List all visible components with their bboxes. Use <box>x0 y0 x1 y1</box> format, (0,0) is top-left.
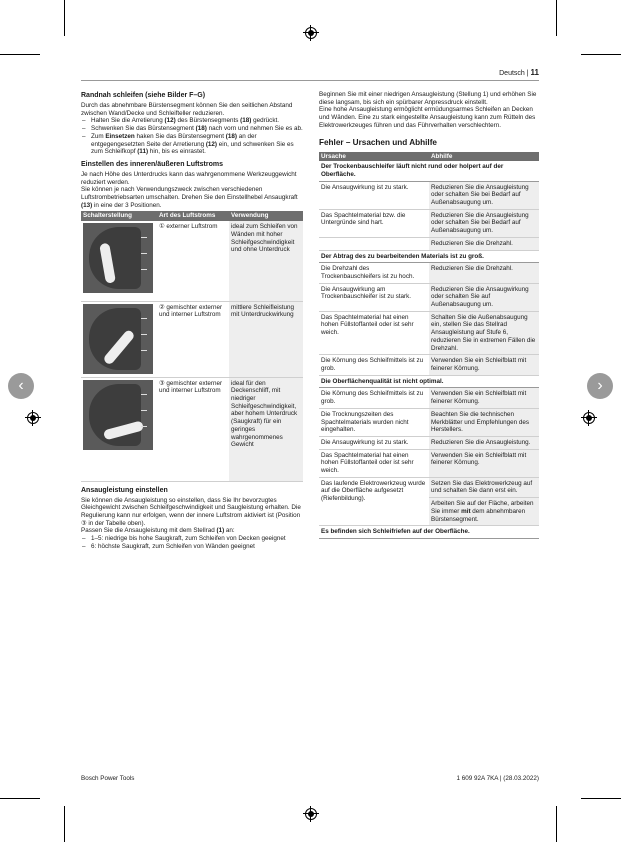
dial-position-3-icon <box>83 380 153 450</box>
table-row <box>81 301 303 377</box>
page-number: Deutsch | 11 <box>499 68 539 77</box>
next-page-button[interactable]: › <box>587 373 613 399</box>
table-row: Die Ansaugwirkung am Trockenbauschleifer ist zu stark. Reduzieren Sie die Ansaugwirkung oder schalten Sie auf Außenabsaugung um. <box>319 283 539 311</box>
bullet-list <box>81 117 303 156</box>
table-row: Das Spachtelmaterial bzw. die Untergründe sind hart. Reduzieren Sie die Ansaugleistung oder schalten Sie bei Bedarf auf Außenabsaugung um. <box>319 209 539 237</box>
crop-mark <box>556 806 557 842</box>
table-row: Reduzieren Sie die Drehzahl. <box>319 237 539 250</box>
group-row: Der Trockenbauschleifer läuft nicht rund oder holpert auf der Oberfläche. <box>319 161 539 181</box>
group-row: Es befinden sich Schleifriefen auf der Oberfläche. <box>319 526 539 539</box>
list-item: – 6: höchste Saugkraft, zum Schleifen von Wänden geeignet <box>91 543 303 551</box>
airflow-type: ③ gemischter externer und interner Luftstrom <box>157 377 229 481</box>
section-heading: Einstellen des inneren/äußeren Luftstroms <box>81 160 223 168</box>
crop-mark <box>64 806 65 842</box>
right-column <box>319 91 539 539</box>
list-item: – Schwenken Sie das Bürstensegment (18) nach vorn und nehmen Sie es ab. <box>91 125 303 133</box>
list-item: – 1–5: niedrige bis hohe Saugkraft, zum Schleifen von Decken geeignet <box>91 535 303 543</box>
column-header: Verwendung <box>229 211 303 221</box>
section-heading: Randnah schleifen (siehe Bilder F–G) <box>81 92 206 99</box>
registration-mark-icon <box>305 808 317 820</box>
table-row <box>81 221 303 301</box>
registration-mark-icon <box>27 412 39 424</box>
switch-position-image <box>81 221 157 301</box>
crop-mark <box>581 798 621 799</box>
table-row: Die Trocknungszeiten des Spachtelmaterials wurden nicht eingehalten. Beachten Sie die technischen Merkblätter und Empfehlungen des Herstellers. <box>319 408 539 436</box>
crop-mark <box>556 0 557 36</box>
airflow-use: mittlere Schleifleistung mit Unterdruckwirkung <box>229 301 303 377</box>
table-row: Arbeiten Sie auf der Fläche, arbeiten Sie immer mit dem abnehmbaren Bürstensegment. <box>319 498 539 526</box>
crop-mark <box>581 54 621 55</box>
table-row: Das Spachtelmaterial hat einen hohen Füllstoffanteil oder ist sehr weich. Schalten Sie die Außenabsaugung ein, stellen Sie das Stellrad Ansaugleistung auf Stufe 6, reduzieren Sie in extremen Fällen die Drehzahl. <box>319 311 539 355</box>
table-row: Die Ansaugwirkung ist zu stark. Reduzieren Sie die Ansaugleistung oder schalten Sie bei Bedarf auf Außenabsaugung um. <box>319 181 539 209</box>
left-column <box>81 91 303 551</box>
switch-position-image <box>81 377 157 481</box>
page-header <box>81 67 539 81</box>
airflow-type: ② gemischter externer und interner Luftstrom <box>157 301 229 377</box>
table-row: Das laufende Elektrowerkzeug wurde auf die Oberfläche aufgesetzt (Riefenbildung). Setzen Sie das Elektrowerkzeug auf und schalten Sie dann erst ein. <box>319 477 539 497</box>
paragraph: Sie können je nach Verwendungszweck zwischen verschiedenen Luftstrombetriebsarten umschalten. Drehen Sie den Einstellhebel Ansaugkraft (13) in eine der 3 Positionen. <box>81 186 298 209</box>
column-header: Abhilfe <box>429 152 539 162</box>
paragraph: Eine hohe Ansaugleistung ermöglicht ermüdungsarmes Schleifen an Decken und Wänden. Eine zu stark eingestellte Ansaugleistung kann zum Rütteln des Elektrowerkzeuges führen und das Führverhalten verschlechtern. <box>319 106 536 129</box>
dial-position-1-icon <box>83 223 153 293</box>
switch-position-image <box>81 301 157 377</box>
table-row: Das Spachtelmaterial hat einen hohen Füllstoffanteil oder ist sehr weich. Verwenden Sie ein Schleifblatt mit feinerer Körnung. <box>319 449 539 477</box>
paragraph: Sie können die Ansaugleistung so einstellen, dass Sie Ihr bevorzugtes Gleichgewicht zwischen Schleifgeschwindigkeit und Saugleistung erhalten. Die Regulierung kann nur erfolgen, wenn der innere Luftstrom aktiviert ist (Position ③ in der Tabelle oben). <box>81 496 301 527</box>
crop-mark <box>0 798 40 799</box>
airflow-use: ideal zum Schleifen von Wänden mit hoher Schleifgeschwindigkeit und ohne Unterdruck <box>229 221 303 301</box>
previous-page-button[interactable]: ‹ <box>8 373 34 399</box>
footer-right: 1 609 92A 7KA | (28.03.2022) <box>456 775 539 782</box>
dial-position-2-icon <box>83 304 153 374</box>
table-row: Die Körnung des Schleifmittels ist zu grob. Verwenden Sie ein Schleifblatt mit feinerer Körnung. <box>319 388 539 408</box>
fault-table <box>319 152 539 539</box>
table-row: Die Drehzahl des Trockenbauschleifers ist zu hoch. Reduzieren Sie die Drehzahl. <box>319 263 539 283</box>
section-heading: Ansaugleistung einstellen <box>81 486 168 494</box>
table-row: Die Körnung des Schleifmittels ist zu grob. Verwenden Sie ein Schleifblatt mit feinerer Körnung. <box>319 355 539 375</box>
group-row: Die Oberflächenqualität ist nicht optimal. <box>319 375 539 388</box>
paragraph: Je nach Höhe des Unterdrucks kann das wahrgenommene Werkzeuggewicht reduziert werden. <box>81 170 297 186</box>
paragraph: Durch das abnehmbare Bürstensegment können Sie den seitlichen Abstand zwischen Wand/Decke und Schleifteller reduzieren. <box>81 102 293 117</box>
bullet-list <box>81 535 303 550</box>
table-row <box>81 377 303 481</box>
column-header: Art des Luftstroms <box>157 211 229 221</box>
footer-left: Bosch Power Tools <box>81 775 135 782</box>
crop-mark <box>0 54 40 55</box>
crop-mark <box>64 0 65 36</box>
list-item: – Halten Sie die Arretierung (12) des Bürstensegments (18) gedrückt. <box>91 117 303 125</box>
column-header: Ursache <box>319 152 429 162</box>
airflow-table <box>81 211 303 481</box>
section-heading: Fehler – Ursachen und Abhilfe <box>319 137 437 147</box>
registration-mark-icon <box>583 412 595 424</box>
airflow-use: ideal für den Deckenschliff, mit niedriger Schleifgeschwindigkeit, aber hohem Unterdruck (Saugkraft) für ein geringes wahrgenommenes Gewicht <box>229 377 303 481</box>
table-row: Die Ansaugwirkung ist zu stark. Reduzieren Sie die Ansaugleistung. <box>319 436 539 449</box>
airflow-type: ① externer Luftstrom <box>157 221 229 301</box>
list-item: – Zum Einsetzen haken Sie das Bürstensegment (18) an der entgegengesetzten Seite der Arretierung (12) ein, und schwenken Sie es zum Schleifkopf (11) hin, bis es einrastet. <box>91 133 303 156</box>
paragraph: Beginnen Sie mit einer niedrigen Ansaugleistung (Stellung 1) und erhöhen Sie diese langsam, bis sich ein spürbarer Anpressdruck einstellt. <box>319 91 537 106</box>
registration-mark-icon <box>305 27 317 39</box>
group-row: Der Abtrag des zu bearbeitenden Materials ist zu groß. <box>319 250 539 263</box>
column-header: Schalterstellung <box>81 211 157 221</box>
paragraph: Passen Sie die Ansaugleistung mit dem Stellrad (1) an: <box>81 527 235 535</box>
